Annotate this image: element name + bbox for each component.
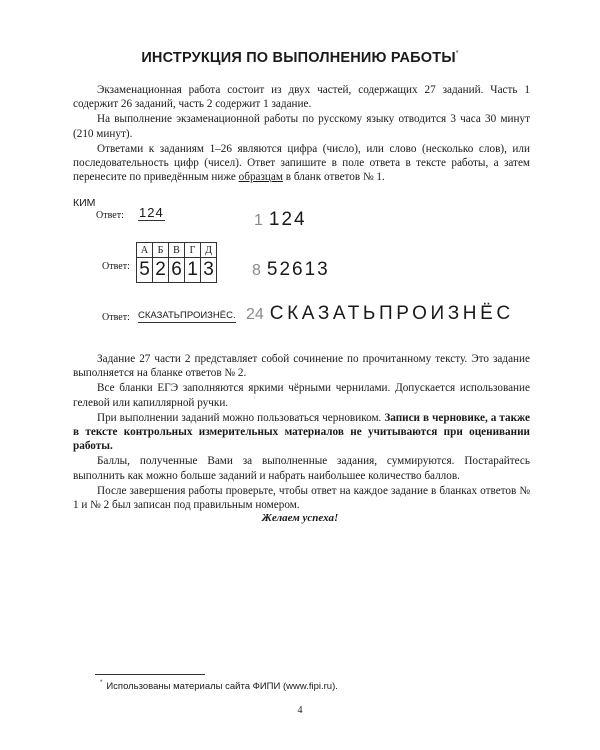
example1-blank-number: 1 [254, 212, 263, 229]
rest-section [73, 352, 530, 512]
grid-digit: 2 [153, 258, 169, 283]
intro-paragraph-3: Ответами к заданиям 1–26 являются цифра (число), или слово (несколько слов), или последовательность цифр (чисел). Ответ запишите в поле ответа в тексте работы, а затем перенесите по приведённым ниже образцам в бланк ответов № 1. [73, 142, 530, 184]
example2-blank-answer: 8 52613 [252, 259, 330, 280]
example3-blank-answer: 24 СКАЗАТЬПРОИЗНЁС [246, 303, 514, 324]
intro-paragraph-1: Экзаменационная работа состоит из двух частей, содержащих 27 заданий. Часть 1 содержит 26 заданий, часть 2 содержит 1 задание. [73, 84, 530, 111]
example3-answer-label: Ответ: [102, 312, 130, 323]
example2-blank-number: 8 [252, 262, 261, 279]
kim-label: КИМ [73, 197, 96, 209]
example1-kim-answer: 124 [139, 205, 164, 220]
rest-paragraph-3: При выполнении заданий можно пользоваться черновиком. Записи в черновике, а также в тексте контрольных измерительных материалов не учитываются при оценивании работы. [73, 411, 530, 453]
good-luck-text: Желаем успеха! [261, 512, 339, 524]
rest-paragraph-1: Задание 27 части 2 представляет собой сочинение по прочитанному тексту. Это задание выполняется на бланке ответов № 2. [73, 353, 530, 380]
rest-paragraph-5: После завершения работы проверьте, чтобы ответ на каждое задание в бланках ответов № 1 и № 2 был записан под правильным номером. [73, 484, 530, 512]
example1-blank-answer: 1 124 [254, 209, 307, 230]
intro-section [73, 83, 530, 184]
page-title: ИНСТРУКЦИЯ ПО ВЫПОЛНЕНИЮ РАБОТЫ* [141, 50, 459, 66]
grid-letter: В [169, 243, 185, 258]
rest-bold-note: Записи в черновике, а также в тексте контрольных измерительных материалов не учитываются при оценивании работы. [73, 411, 530, 453]
grid-digit: 5 [137, 258, 153, 283]
grid-letter: А [137, 243, 153, 258]
example2-answer-label: Ответ: [102, 261, 130, 272]
grid-digit: 6 [169, 258, 185, 283]
title-footnote-mark: * [455, 50, 459, 57]
samples-underlined: образцам [238, 171, 283, 184]
example2-answer-grid [136, 242, 217, 283]
footnote-mark: * [100, 680, 103, 686]
page-number: 4 [297, 705, 303, 716]
grid-digit: 3 [201, 258, 217, 283]
grid-letter: Д [201, 243, 217, 258]
footnote-divider [95, 674, 205, 675]
rest-paragraph-2: Все бланки ЕГЭ заполняются яркими чёрными чернилами. Допускается использование гелевой или капиллярной ручки. [73, 382, 530, 409]
example1-answer-label: Ответ: [96, 210, 124, 221]
rest-paragraph-4: Баллы, полученные Вами за выполненные задания, суммируются. Постарайтесь выполнить как можно больше заданий и набрать наибольшее количество баллов. [73, 455, 530, 482]
grid-digit: 1 [185, 258, 201, 283]
grid-letter: Б [153, 243, 169, 258]
footnote: * Использованы материалы сайта ФИПИ (www.fipi.ru). [100, 680, 338, 692]
intro-paragraph-2: На выполнение экзаменационной работы по русскому языку отводится 3 часа 30 минут (210 минут). [73, 113, 530, 140]
example3-kim-answer: СКАЗАТЬПРОИЗНЁС. [138, 310, 236, 321]
example3-blank-number: 24 [246, 306, 264, 323]
grid-letter: Г [185, 243, 201, 258]
